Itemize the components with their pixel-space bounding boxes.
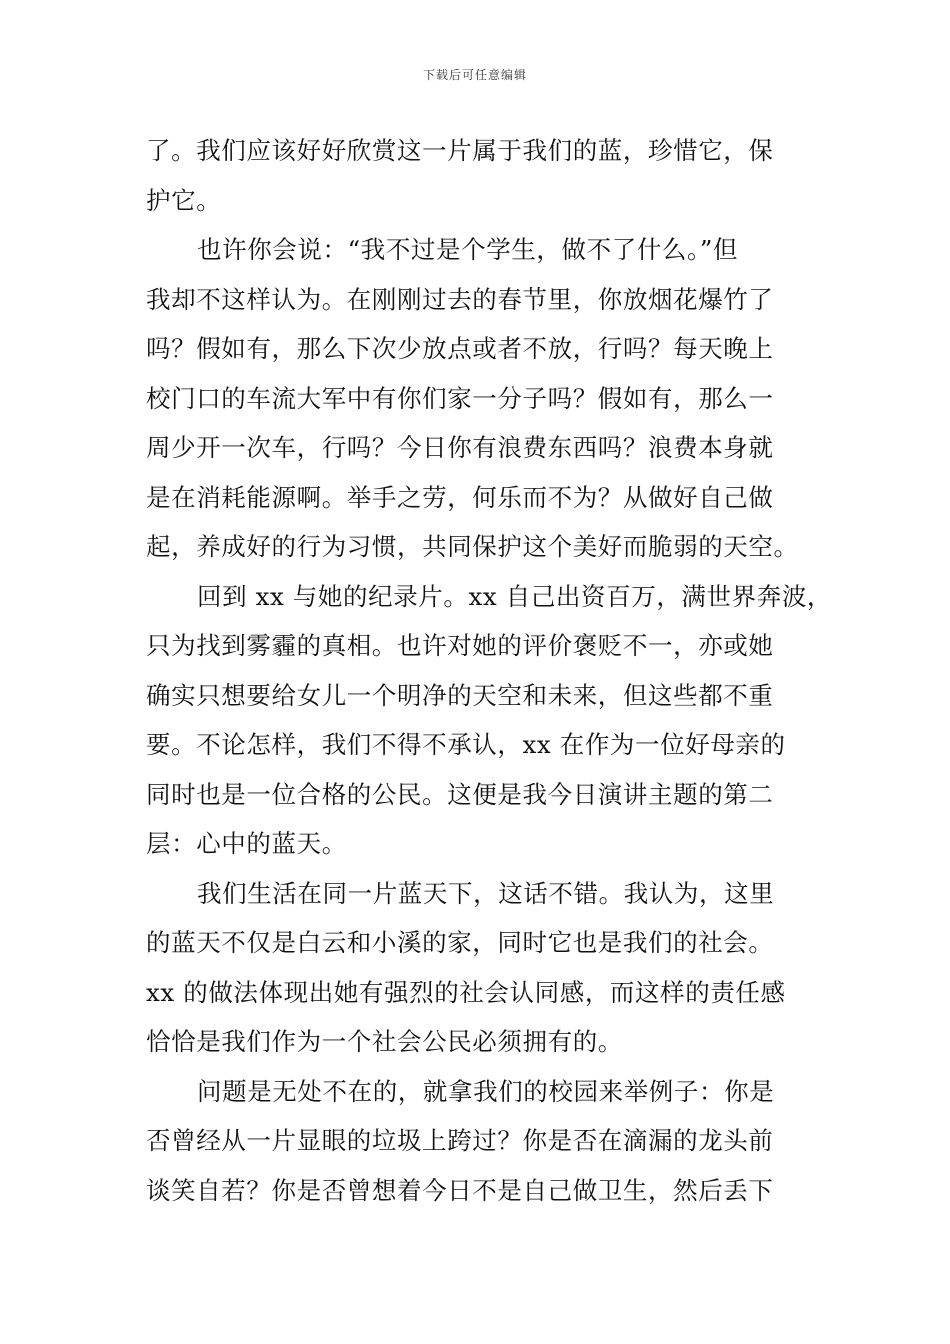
text-line: 谈笑自若？你是否曾想着今日不是自己做卫生，然后丢下 bbox=[146, 1175, 774, 1205]
text-line: 是在消耗能源啊。举手之劳，何乐而不为？从做好自己做 bbox=[146, 482, 774, 512]
text-line: 我却不这样认为。在刚刚过去的春节里，你放烟花爆竹了 bbox=[146, 284, 774, 314]
text-line: 起，养成好的行为习惯，共同保护这个美好而脆弱的天空。 bbox=[146, 532, 799, 561]
paragraph-start-line: 回到 xx 与她的纪录片。xx 自己出资百万，满世界奔波， bbox=[197, 581, 833, 611]
text-line: 层：心中的蓝天。 bbox=[146, 829, 347, 858]
text-line: 校门口的车流大军中有你们家一分子吗？假如有，那么一 bbox=[146, 383, 774, 413]
text-line: 的蓝天不仅是白云和小溪的家，同时它也是我们的社会。 bbox=[146, 928, 774, 957]
page-header: 下载后可任意编辑 bbox=[422, 68, 527, 82]
paragraph-start-line: 我们生活在同一片蓝天下，这话不错。我认为，这里 bbox=[197, 878, 775, 908]
text-line: 了。我们应该好好欣赏这一片属于我们的蓝，珍惜它，保 bbox=[146, 136, 774, 165]
document-body bbox=[146, 126, 833, 1215]
text-line: xx 的做法体现出她有强烈的社会认同感，而这样的责任感 bbox=[146, 977, 786, 1007]
text-line: 否曾经从一片显眼的垃圾上跨过？你是否在滴漏的龙头前 bbox=[146, 1126, 774, 1155]
text-line: 护它。 bbox=[146, 185, 222, 215]
text-line: 恰恰是我们作为一个社会公民必须拥有的。 bbox=[146, 1027, 623, 1056]
text-line: 要。不论怎样，我们不得不承认，xx 在作为一位好母亲的 bbox=[146, 730, 786, 759]
text-line: 确实只想要给女儿一个明净的天空和未来，但这些都不重 bbox=[146, 680, 774, 710]
text-line: 只为找到雾霾的真相。也许对她的评价褒贬不一，亦或她 bbox=[146, 631, 774, 660]
paragraph-start-line: 也许你会说：“我不过是个学生，做不了什么。”但 bbox=[197, 235, 739, 264]
text-line: 吗？假如有，那么下次少放点或者不放，行吗？每天晚上 bbox=[146, 334, 774, 363]
paragraph-start-line: 问题是无处不在的，就拿我们的校园来举例子：你是 bbox=[197, 1076, 775, 1106]
text-line: 同时也是一位合格的公民。这便是我今日演讲主题的第二 bbox=[146, 779, 774, 809]
text-line: 周少开一次车，行吗？今日你有浪费东西吗？浪费本身就 bbox=[146, 433, 774, 462]
